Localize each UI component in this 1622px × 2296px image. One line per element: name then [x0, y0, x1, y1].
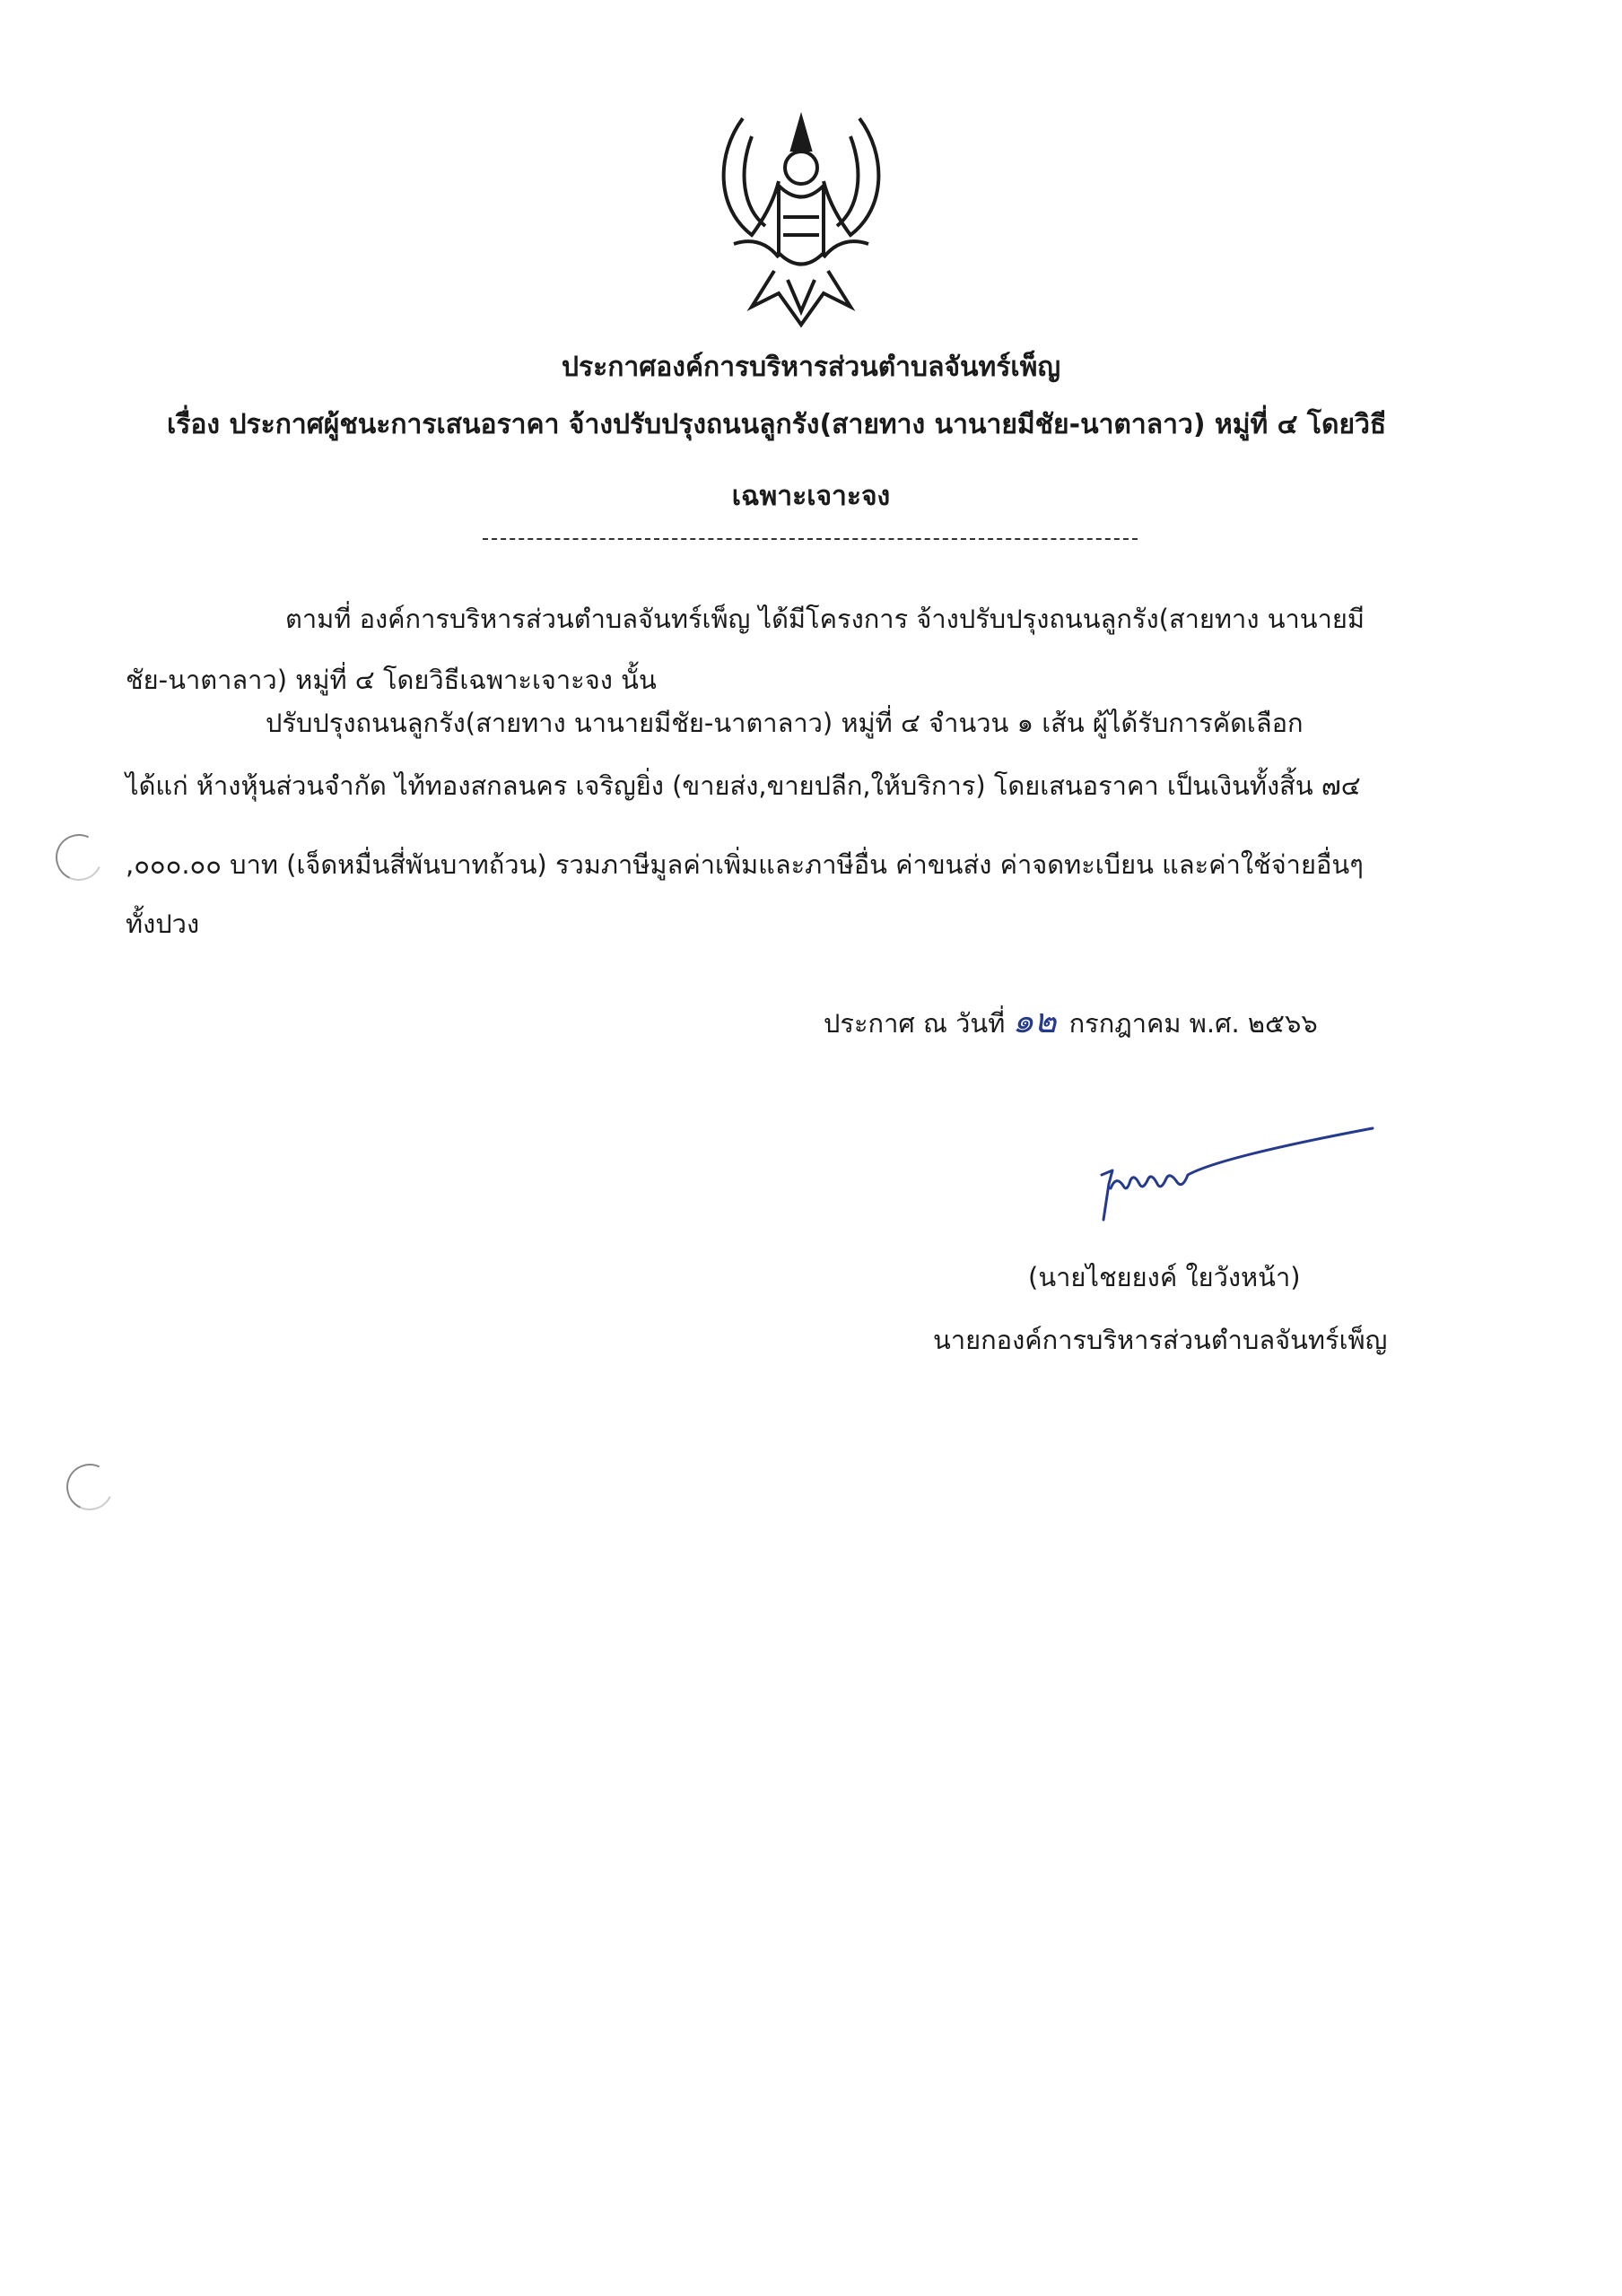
body-line-4: ได้แก่ ห้างหุ้นส่วนจำกัด ไท้ทองสกลนคร เจริญยิ่ง (ขายส่ง,ขายปลีก,ให้บริการ) โดยเสนอราคา เป็นเงินทั้งสิ้น ๗๔: [126, 770, 1361, 801]
body-line-6: ทั้งปวง: [126, 909, 200, 939]
garuda-emblem-icon: [689, 100, 913, 343]
punch-hole-icon: [60, 1457, 120, 1518]
date-day-handwritten: ๑๒: [1012, 1001, 1057, 1040]
date-prefix: ประกาศ ณ วันที่: [824, 1008, 1006, 1039]
org-title: ประกาศองค์การบริหารส่วนตำบลจันทร์เพ็ญ: [561, 352, 1061, 383]
body-line-1: ตามที่ องค์การบริหารส่วนตำบลจันทร์เพ็ญ ได้มีโครงการ จ้างปรับปรุงถนนลูกรัง(สายทาง นานายมี: [285, 604, 1365, 634]
signer-title: นายกองค์การบริหารส่วนตำบลจันทร์เพ็ญ: [933, 1325, 1388, 1355]
signature-icon: [1077, 1121, 1382, 1238]
body-line-5: ,๐๐๐.๐๐ บาท (เจ็ดหมื่นสี่พันบาทถ้วน) รวมภาษีมูลค่าเพิ่มและภาษีอื่น ค่าขนส่ง ค่าจดทะเบียน และค่าใช้จ่ายอื่นๆ: [126, 849, 1364, 880]
date-suffix: กรกฎาคม พ.ศ. ๒๕๖๖: [1068, 1008, 1318, 1039]
body-line-3: ปรับปรุงถนนลูกรัง(สายทาง นานายมีชัย-นาตาลาว) หมู่ที่ ๔ จำนวน ๑ เส้น ผู้ได้รับการคัดเลือก: [266, 708, 1304, 738]
signer-name: (นายไชยยงค์ ใยวังหน้า): [1028, 1262, 1301, 1292]
punch-hole-icon: [49, 828, 109, 888]
announcement-date: [824, 1003, 1318, 1041]
divider: [483, 538, 1138, 540]
subject-title-cont: เฉพาะเจาะจง: [731, 481, 891, 512]
subject-title: เรื่อง ประกาศผู้ชนะการเสนอราคา จ้างปรับปรุงถนนลูกรัง(สายทาง นานายมีชัย-นาตาลาว) หมู่ที่ ๔ โดยวิธี: [167, 409, 1387, 440]
body-line-2: ชัย-นาตาลาว) หมู่ที่ ๔ โดยวิธีเฉพาะเจาะจง นั้น: [126, 665, 657, 695]
